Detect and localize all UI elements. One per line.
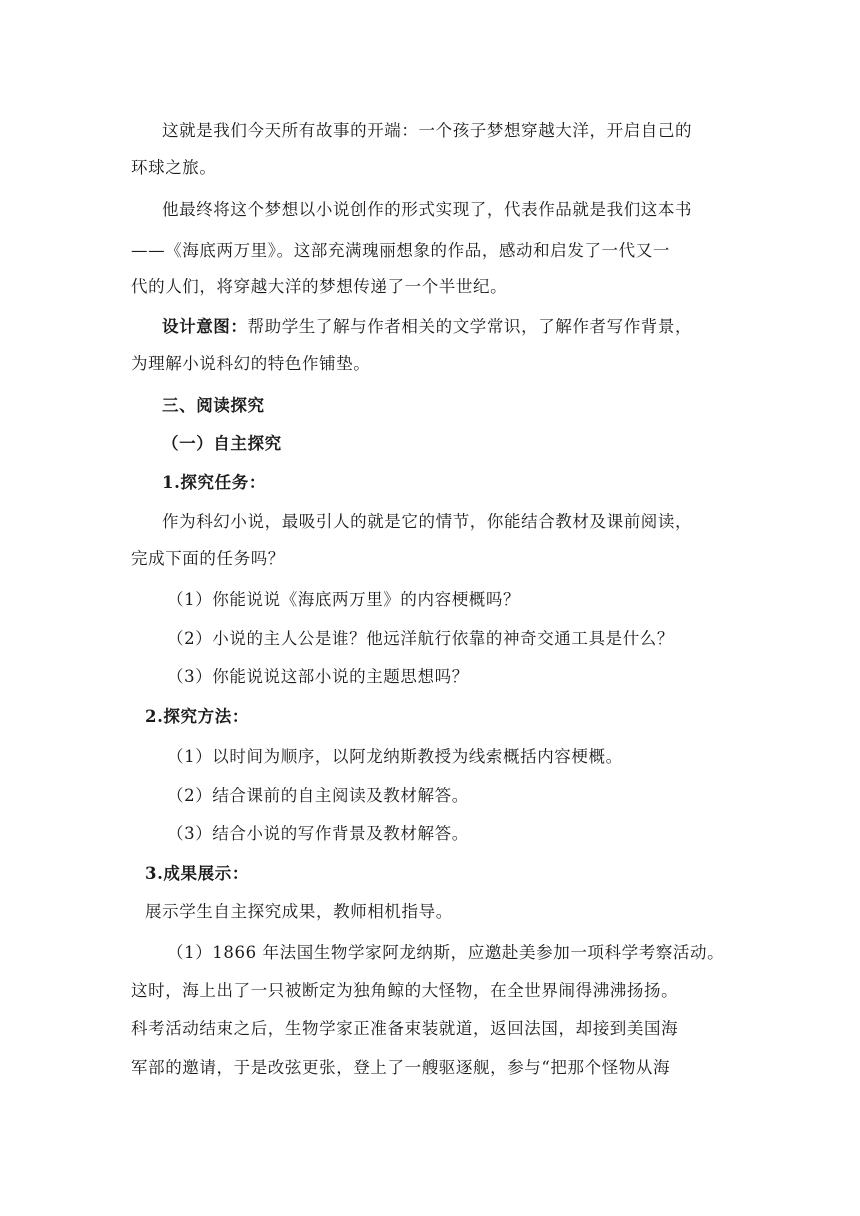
paragraph-line: 环球之旅。: [131, 158, 217, 177]
paragraph-line: 科考活动结束之后，生物学家正准备束装就道，返回法国，却接到美国海: [131, 1019, 679, 1038]
question-item: （1）你能说说《海底两万里》的内容梗概吗？: [167, 590, 521, 609]
task-heading: 1.探究任务：: [162, 473, 266, 492]
paragraph-line: 为理解小说科幻的特色作铺垫。: [131, 354, 371, 373]
subsection-heading: （一）自主探究: [162, 434, 282, 453]
section-heading: 三、阅读探究: [162, 396, 265, 415]
method-item: （1）以时间为顺序，以阿龙纳斯教授为线索概括内容梗概。: [167, 747, 623, 766]
paragraph-line: 作为科幻小说，最吸引人的就是它的情节，你能结合教材及课前阅读，: [162, 512, 693, 531]
paragraph-line: （1）1866 年法国生物学家阿龙纳斯，应邀赴美参加一项科学考察活动。: [167, 943, 725, 962]
method-item: （2）结合课前的自主阅读及教材解答。: [167, 786, 469, 805]
paragraph-line: ——《海底两万里》。这部充满瑰丽想象的作品，感动和启发了一代又一: [131, 241, 670, 260]
design-intent-line: [162, 316, 692, 338]
question-item: （3）你能说说这部小说的主题思想吗？: [167, 667, 469, 686]
method-item: （3）结合小说的写作背景及教材解答。: [167, 824, 469, 843]
design-intent-text: 帮助学生了解与作者相关的文学常识，了解作者写作背景，: [247, 317, 693, 336]
paragraph-line: 他最终将这个梦想以小说创作的形式实现了，代表作品就是我们这本书: [162, 200, 693, 219]
paragraph-line: 这就是我们今天所有故事的开端：一个孩子梦想穿越大洋，开启自己的: [162, 121, 693, 140]
paragraph-line: 军部的邀请，于是改弦更张，登上了一艘驱逐舰，参与“把那个怪物从海: [131, 1058, 671, 1077]
result-heading: 3.成果展示：: [145, 864, 249, 883]
paragraph-line: 这时，海上出了一只被断定为独角鲸的大怪物，在全世界闹得沸沸扬扬。: [131, 981, 679, 1000]
paragraph-line: 完成下面的任务吗？: [131, 549, 285, 568]
paragraph-line: 代的人们，将穿越大洋的梦想传递了一个半世纪。: [131, 277, 508, 296]
method-heading: 2.探究方法：: [145, 707, 249, 726]
paragraph-line: 展示学生自主探究成果，教师相机指导。: [145, 902, 453, 921]
design-intent-label: 设计意图：: [162, 317, 248, 336]
question-item: （2）小说的主人公是谁？他远洋航行依靠的神奇交通工具是什么？: [167, 629, 674, 648]
